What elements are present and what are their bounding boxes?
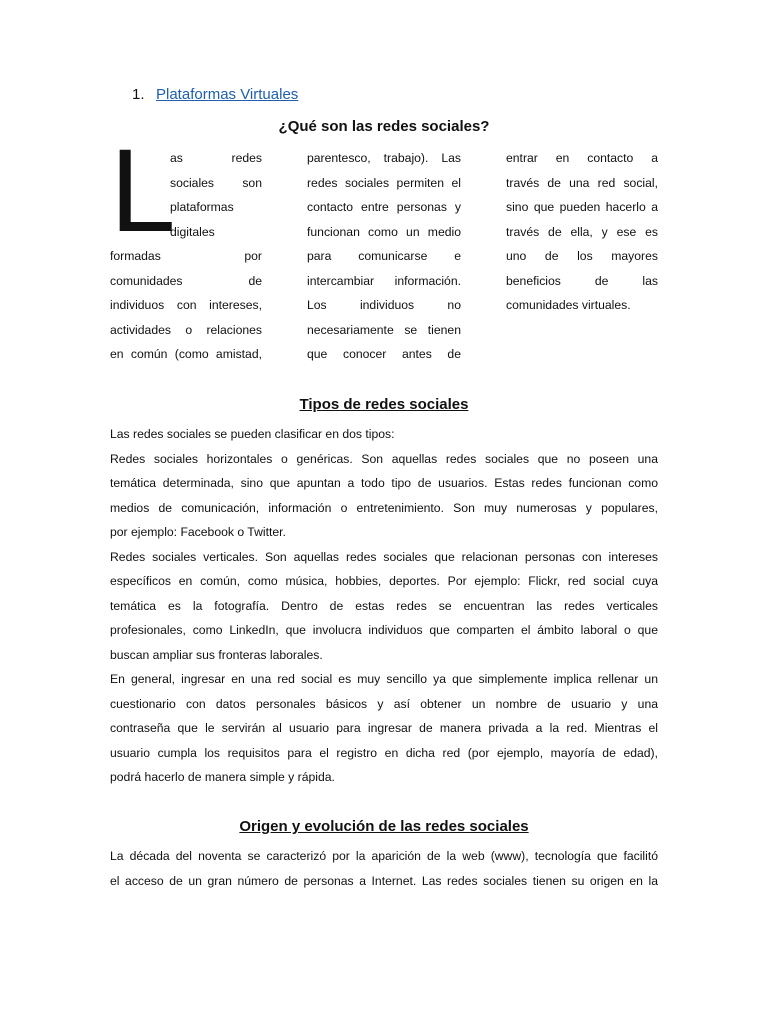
drop-cap-letter: L xyxy=(110,125,176,257)
text-line: entrar en contacto a xyxy=(506,151,658,165)
text-line: digitales xyxy=(170,224,215,239)
text-line: comunidades de xyxy=(110,273,262,288)
text-line: uno de los mayores xyxy=(506,249,658,263)
text-line: través de una red social, xyxy=(506,175,658,190)
text-line: para comunicarse e xyxy=(307,249,461,263)
text-line: que conocer antes de xyxy=(307,347,461,361)
text-line: formadas por xyxy=(110,249,262,263)
text-line: sociales son xyxy=(170,175,262,190)
column-2 xyxy=(307,146,461,367)
text-line: parentesco, trabajo). Las xyxy=(307,151,461,165)
text-line: La década del noventa se caracterizó por la aparición de la web (www), tecnología que facilitó xyxy=(110,849,658,863)
text-line: profesionales, como LinkedIn, que involucra individuos que comparten el ámbito laboral o que xyxy=(110,623,658,637)
list-item xyxy=(132,86,298,103)
text-line: Redes sociales horizontales o genéricas. Son aquellas redes sociales que no poseen una xyxy=(110,451,658,466)
text-line: temática determinada, sino que apuntan a todo tipo de usuarios. Estas redes funcionan como xyxy=(110,476,658,490)
column-1-indented xyxy=(170,146,262,244)
text-line: individuos con intereses, xyxy=(110,298,262,312)
text-line: través de ella, y ese es xyxy=(506,224,658,239)
text-line: beneficios de las xyxy=(506,273,658,288)
text-line: En general, ingresar en una red social es muy sencillo ya que simplemente implica rellenar un xyxy=(110,672,658,686)
text-line: usuario cumpla los requisitos para el registro en dicha red (por ejemplo, mayoría de edad), xyxy=(110,745,658,760)
list-number: 1. xyxy=(132,86,145,103)
text-line: sino que pueden hacerlo a xyxy=(506,200,658,214)
text-line: plataformas xyxy=(170,200,234,214)
text-line: as redes xyxy=(170,151,262,165)
text-line: en común (como amistad, xyxy=(110,347,262,361)
text-line: Redes sociales verticales. Son aquellas redes sociales que relacionan personas con intereses xyxy=(110,549,658,564)
text-line: comunidades virtuales. xyxy=(506,298,631,312)
column-3 xyxy=(506,146,658,318)
text-line: contacto entre personas y xyxy=(307,200,461,214)
text-line: por ejemplo: Facebook o Twitter. xyxy=(110,525,286,539)
text-line: medios de comunicación, información o entretenimiento. Son muy numerosas y populares, xyxy=(110,500,658,515)
text-line: podrá hacerlo de manera simple y rápida. xyxy=(110,770,335,784)
column-1 xyxy=(110,244,262,367)
text-line: Los individuos no xyxy=(307,298,461,312)
text-line: actividades o relaciones xyxy=(110,322,262,337)
text-line: el acceso de un gran número de personas a Internet. Las redes sociales tienen su origen en la xyxy=(110,873,658,888)
text-line: redes sociales permiten el xyxy=(307,175,461,190)
section-heading-origen: Origen y evolución de las redes sociales xyxy=(239,818,529,835)
text-line: Las redes sociales se pueden clasificar en dos tipos: xyxy=(110,427,395,441)
section-heading-que-son: ¿Qué son las redes sociales? xyxy=(278,118,490,135)
text-line: contraseña que le servirán al usuario para ingresar de manera privada a la red. Mientras el xyxy=(110,721,658,735)
text-line: funcionan como un medio xyxy=(307,224,461,239)
text-line: necesariamente se tienen xyxy=(307,322,461,337)
origen-paragraph xyxy=(110,844,658,893)
section-heading-tipos: Tipos de redes sociales xyxy=(299,396,469,413)
text-line: temática es la fotografía. Dentro de estas redes se encuentran las redes verticales xyxy=(110,598,658,613)
text-line: intercambiar información. xyxy=(307,273,461,288)
text-line: buscan ampliar sus fronteras laborales. xyxy=(110,647,323,662)
text-line: específicos en común, como música, hobbies, deportes. Por ejemplo: Flickr, red social cuya xyxy=(110,574,658,588)
plataformas-virtuales-link[interactable]: Plataformas Virtuales xyxy=(156,86,299,103)
text-line: cuestionario con datos personales básicos y así obtener un nombre de usuario y una xyxy=(110,696,658,711)
tipos-paragraphs xyxy=(110,422,658,790)
